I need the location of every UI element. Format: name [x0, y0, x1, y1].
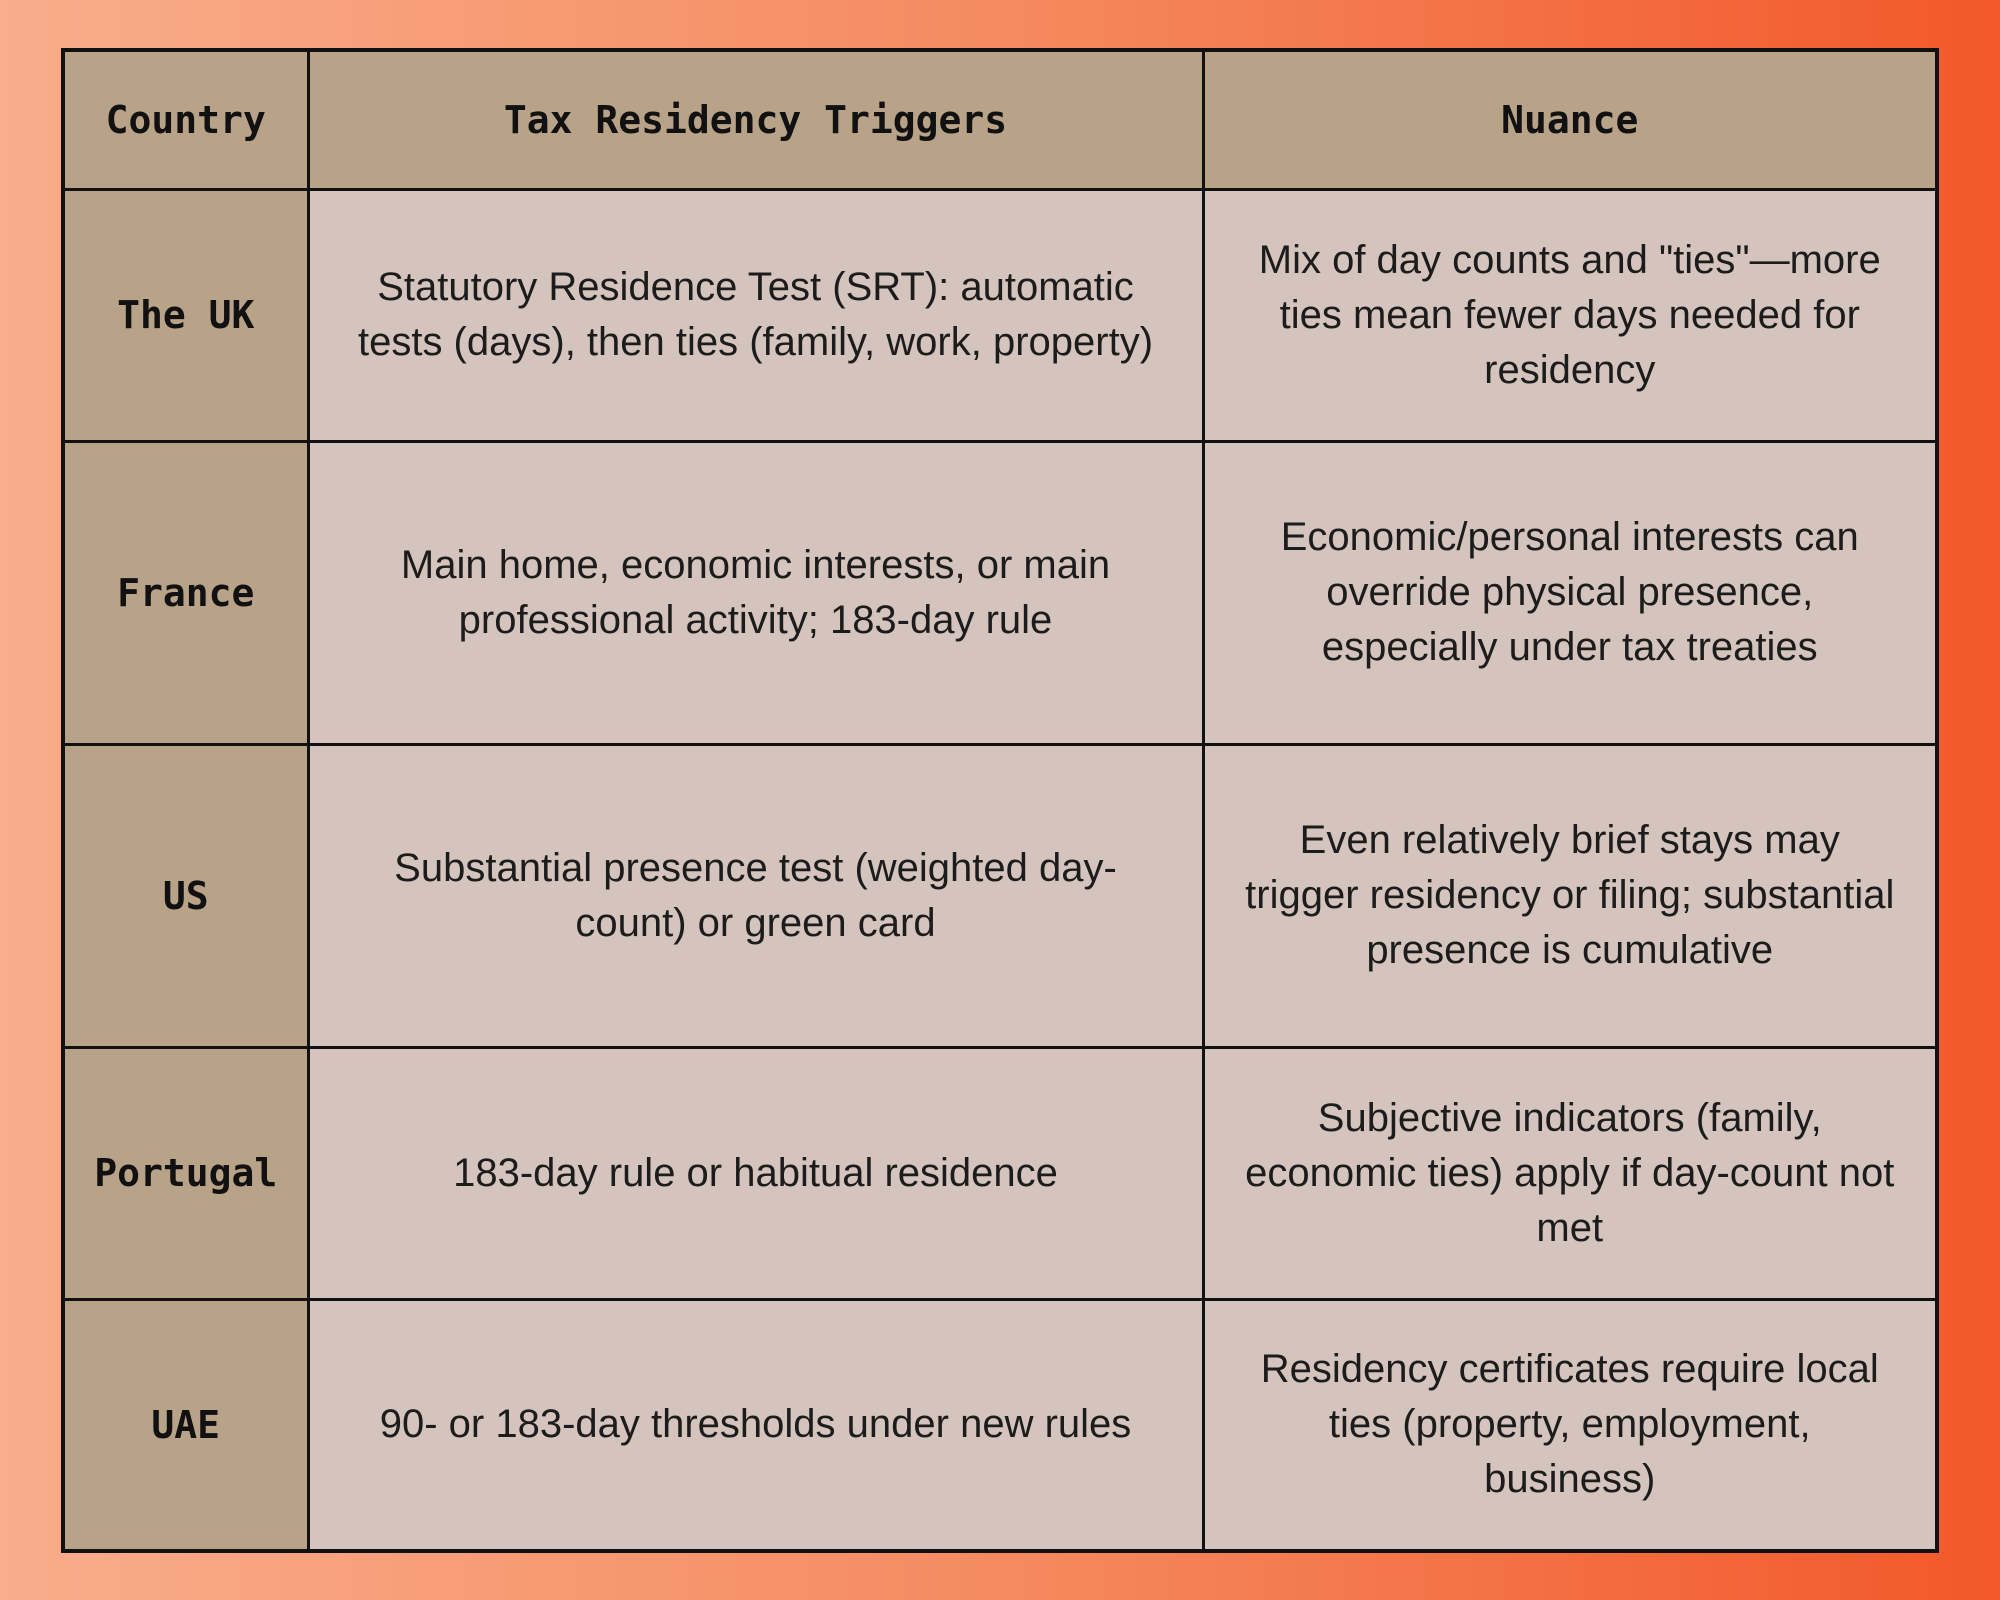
triggers-cell: Statutory Residence Test (SRT): automatic tests (days), then ties (family, work, property): [308, 189, 1203, 441]
country-cell: France: [63, 441, 308, 744]
table-row: [63, 744, 1937, 1047]
table-body: [63, 189, 1937, 1551]
header-country: Country: [63, 50, 308, 189]
country-cell: Portugal: [63, 1047, 308, 1299]
nuance-cell: Mix of day counts and "ties"—more ties mean fewer days needed for residency: [1203, 189, 1937, 441]
country-cell: The UK: [63, 189, 308, 441]
header-triggers: Tax Residency Triggers: [308, 50, 1203, 189]
nuance-cell: Residency certificates require local ties (property, employment, business): [1203, 1299, 1937, 1551]
triggers-cell: Main home, economic interests, or main professional activity; 183-day rule: [308, 441, 1203, 744]
country-cell: US: [63, 744, 308, 1047]
table-row: [63, 189, 1937, 441]
table-header: [63, 50, 1937, 189]
header-nuance: Nuance: [1203, 50, 1937, 189]
nuance-cell: Economic/personal interests can override physical presence, especially under tax treaties: [1203, 441, 1937, 744]
table-row: [63, 1299, 1937, 1551]
triggers-cell: 90- or 183-day thresholds under new rules: [308, 1299, 1203, 1551]
triggers-cell: 183-day rule or habitual residence: [308, 1047, 1203, 1299]
nuance-cell: Even relatively brief stays may trigger residency or filing; substantial presence is cumulative: [1203, 744, 1937, 1047]
header-row: [63, 50, 1937, 189]
triggers-cell: Substantial presence test (weighted day-count) or green card: [308, 744, 1203, 1047]
table-row: [63, 1047, 1937, 1299]
nuance-cell: Subjective indicators (family, economic ties) apply if day-count not met: [1203, 1047, 1937, 1299]
tax-residency-table-container: [61, 48, 1939, 1553]
tax-residency-table: [61, 48, 1939, 1553]
table-row: [63, 441, 1937, 744]
country-cell: UAE: [63, 1299, 308, 1551]
